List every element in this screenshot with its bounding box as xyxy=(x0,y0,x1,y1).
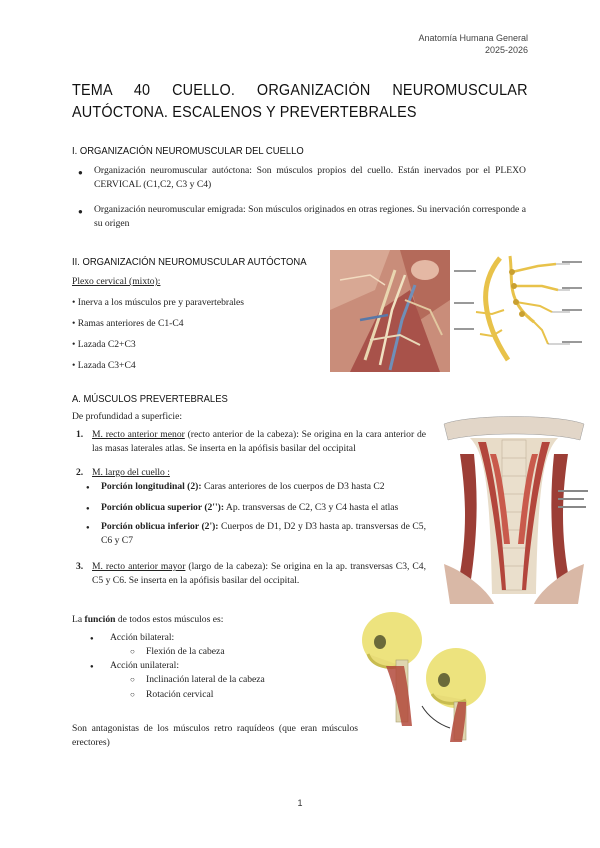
bilateral-item-1: Flexión de la cabeza xyxy=(146,646,225,657)
item3-text xyxy=(92,560,426,587)
page-title: TEMA 40 CUELLO. ORGANIZACIÓN NEUROMUSCULAR AUTÓCTONA. ESCALENOS Y PREVERTEBRALES xyxy=(72,82,528,121)
page-number: 1 xyxy=(297,798,303,808)
unilateral-item-1: Inclinación lateral de la cabeza xyxy=(146,674,265,685)
item1-number: 1. xyxy=(76,429,84,440)
sectionA-heading: A. MÚSCULOS PREVERTEBRALES xyxy=(72,393,228,405)
funcion-intro xyxy=(72,613,223,627)
section2-heading: II. ORGANIZACIÓN NEUROMUSCULAR AUTÓCTONA xyxy=(72,256,307,268)
section1-item-1: Organización neuromuscular autóctona: Son músculos propios del cuello. Están inervados por el PLEXO CERVICAL (C1,C2, C3 y C4) xyxy=(94,165,526,190)
bullet-dot: ● xyxy=(90,636,94,642)
plexo-item-4: • Lazada C3+C4 xyxy=(72,360,136,371)
item1-desc: (recto anterior de la cabeza): Se origina en la cara anterior de las masas laterales atlas. Se inserta en la apófisis basilar del occipital xyxy=(92,429,426,454)
prevertebral-muscles-illustration xyxy=(430,414,598,604)
page-header xyxy=(418,32,528,56)
section1-item-2: Organización neuromuscular emigrada: Son músculos originados en otras regiones. Su inervación corresponde a su origen xyxy=(94,204,526,229)
course-year: 2025-2026 xyxy=(484,45,528,55)
item2-sub-3 xyxy=(101,520,426,547)
sub1-label: Porción longitudinal (2): xyxy=(101,481,202,492)
circle-bullet: ○ xyxy=(130,675,135,684)
sectionA-intro: De profundidad a superficie: xyxy=(72,411,183,422)
plexo-title: Plexo cervical (mixto): xyxy=(72,276,161,287)
bullet-dot: ● xyxy=(86,525,90,531)
plexo-item-3: • Lazada C2+C3 xyxy=(72,339,136,350)
cervical-plexus-diagram xyxy=(452,250,586,366)
sub3-text: Cuerpos de D1, D2 y D3 hasta ap. transversas de C5, C6 y C7 xyxy=(101,521,426,546)
funcion-word: función xyxy=(84,614,116,625)
item3-desc: (largo de la cabeza): Se origina en la ap. transversas C3, C4, C5 y C6. Se inserta en la apófisis basilar del occipital. xyxy=(92,561,426,586)
plexo-item-2: • Ramas anteriores de C1-C4 xyxy=(72,318,184,329)
bullet-dot: ● xyxy=(86,485,90,491)
section1-heading: I. ORGANIZACIÓN NEUROMUSCULAR DEL CUELLO xyxy=(72,145,304,157)
item3-number: 3. xyxy=(76,561,84,572)
bullet-dot: ● xyxy=(78,207,83,216)
circle-bullet: ○ xyxy=(130,647,135,656)
funcion-pre: La xyxy=(72,614,85,625)
item2-name: M. largo del cuello : xyxy=(92,467,170,478)
item2-number: 2. xyxy=(76,467,84,478)
item2-sub-1 xyxy=(101,480,426,494)
item2-sub-2 xyxy=(101,501,426,515)
item1-text xyxy=(92,428,426,455)
bullet-dot: ● xyxy=(90,664,94,670)
skull-flexion-illustration xyxy=(358,606,490,744)
neck-dissection-photo xyxy=(330,250,450,372)
item1-name: M. recto anterior menor xyxy=(92,429,185,440)
bullet-dot: ● xyxy=(86,506,90,512)
plexo-item-1: • Inerva a los músculos pre y paravertebrales xyxy=(72,297,244,308)
course-name: Anatomía Humana General xyxy=(418,33,528,43)
unilateral-heading: Acción unilateral: xyxy=(110,660,179,671)
unilateral-item-2: Rotación cervical xyxy=(146,689,214,700)
antagonists-text: Son antagonistas de los músculos retro raquídeos (que eran músculos erectores) xyxy=(72,723,358,748)
bilateral-heading: Acción bilateral: xyxy=(110,632,175,643)
bullet-dot: ● xyxy=(78,168,83,177)
circle-bullet: ○ xyxy=(130,690,135,699)
sub3-label: Porción oblicua inferior (2'): xyxy=(101,521,219,532)
sub1-text: Caras anteriores de los cuerpos de D3 hasta C2 xyxy=(201,481,385,492)
funcion-post: de todos estos músculos es: xyxy=(115,614,224,625)
item3-name: M. recto anterior mayor xyxy=(92,561,186,572)
sub2-label: Porción oblicua superior (2''): xyxy=(101,502,225,513)
sub2-text: Ap. transversas de C2, C3 y C4 hasta el atlas xyxy=(224,502,399,513)
